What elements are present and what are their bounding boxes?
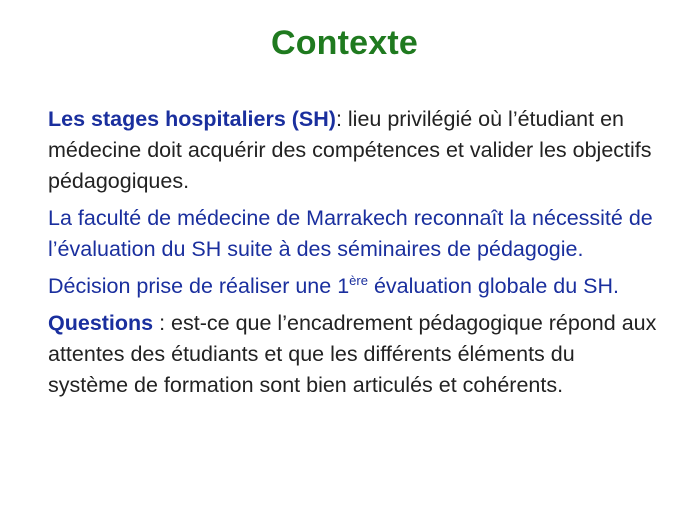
slide-title: Contexte (270, 24, 419, 62)
paragraph-faculte: La faculté de médecine de Marrakech reconnaît la nécessité de l’évaluation du SH suite à des séminaires de pédagogie. (48, 206, 653, 261)
paragraph-1-text: : lieu privilégié où l’étudiant en médecine doit acquérir des compétences et valider les objectifs pédagogiques. (48, 107, 652, 193)
slide-body (48, 104, 658, 407)
paragraph-3-before: Décision prise de réaliser une 1 (48, 274, 350, 298)
paragraph-decision (48, 271, 658, 302)
term-stages-hospitaliers: Les stages hospitaliers (SH) (48, 107, 336, 131)
term-questions: Questions (48, 311, 154, 335)
paragraph-questions (48, 308, 658, 401)
paragraph-stages-hospitaliers (48, 104, 658, 197)
paragraph-3-after: évaluation globale du SH. (367, 274, 619, 298)
paragraph-3-superscript: ère (349, 272, 368, 288)
paragraph-4-text: : est-ce que l’encadrement pédagogique répond aux attentes des étudiants et que les différents éléments du système de formation sont bien articulés et cohérents. (48, 311, 657, 397)
